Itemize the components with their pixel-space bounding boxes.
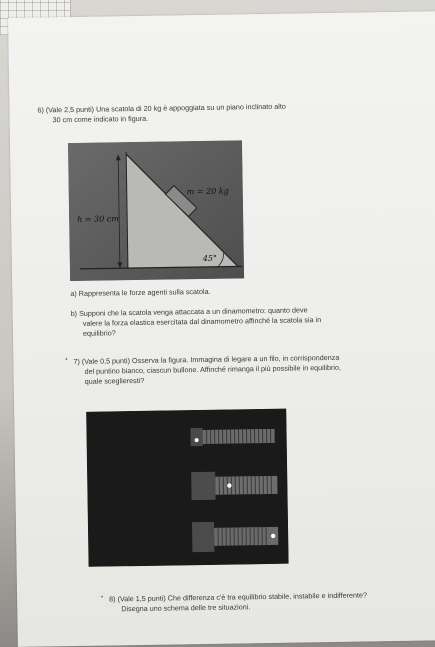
angle-label: 45° xyxy=(202,253,218,263)
q8-bullet: • xyxy=(101,594,104,601)
height-label: h = 30 cm xyxy=(77,214,119,224)
q6-part-b-line-1: b) Supponi che la scatola venga attaccata a un dinamometro: quanto deve xyxy=(70,305,308,319)
inclined-plane-figure xyxy=(68,140,244,281)
q7-text-line-1: 7) (Vale 0,5 punti) Osserva la figura. Immagina di legare a un filo, in corrispondenza xyxy=(73,352,340,367)
q6-part-a: a) Rappresenta le forze agenti sulla scatola. xyxy=(70,286,211,299)
q6-text-line-1: 6) (Vale 2,5 punti) Una scatola di 20 kg è appoggiata su un piano inclinato alto xyxy=(37,101,286,115)
q7-bullet: • xyxy=(65,357,68,364)
q6-part-b-line-2: valere la forza elastica esercitata dal dinamometro affinché la scatola sia in xyxy=(82,315,322,328)
q8-text-line-2: Disegna uno schema delle tre situazioni. xyxy=(121,602,251,614)
bolts-figure xyxy=(86,409,288,567)
q7-text-line-3: quale sceglieresti? xyxy=(84,375,145,386)
q7-text-line-2: del puntino bianco, ciascun bullone. Affinché rimanga il più possibile in equilibrio, xyxy=(84,362,341,376)
inclined-plane-drawing xyxy=(68,140,244,281)
q8-text-line-1: 8) (Vale 1,5 punti) Che differenza c'è tra equilibrio stabile, instabile e indifferente? xyxy=(109,590,368,604)
q6-text-line-2: 30 cm come indicato in figura. xyxy=(52,113,149,125)
q6-part-b-line-3: equilibrio? xyxy=(82,328,116,338)
bolts-drawing xyxy=(86,409,288,567)
mass-label: m = 20 kg xyxy=(186,186,229,197)
worksheet-page xyxy=(8,11,435,647)
